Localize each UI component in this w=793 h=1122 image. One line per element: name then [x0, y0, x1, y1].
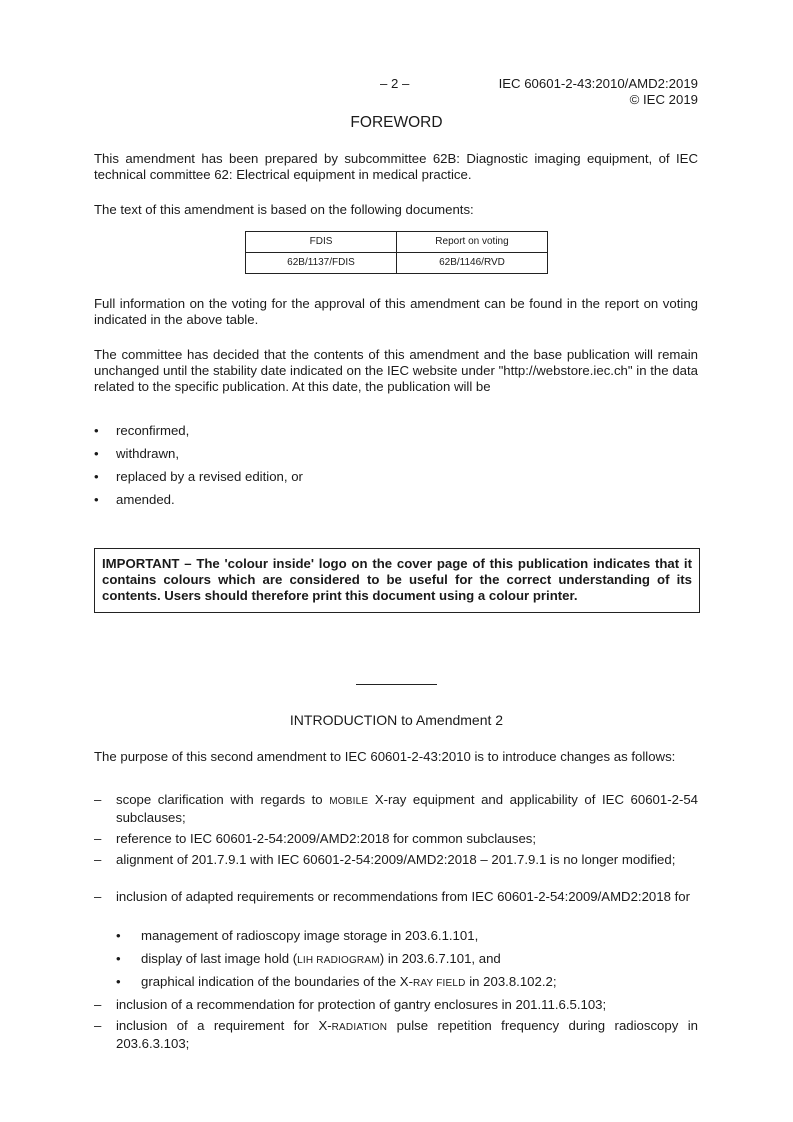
foreword-paragraph: This amendment has been prepared by subcommittee 62B: Diagnostic imaging equipment, of IEC technical committee 62: Electrical equipment in medical practice.: [94, 151, 698, 182]
list-item: – inclusion of a requirement for X-RADIATION pulse repetition frequency during radioscopy in 203.6.3.103;: [94, 1018, 698, 1051]
copyright: © IEC 2019: [629, 92, 698, 107]
list-item: – scope clarification with regards to MOBILE X-ray equipment and applicability of IEC 60601-2-54 subclauses;: [94, 792, 699, 825]
bullet-icon: •: [94, 492, 99, 507]
important-notice: IMPORTANT – The 'colour inside' logo on the cover page of this publication indicates that it contains colours which are considered to be useful for the correct understanding of its contents. Users should therefore print this document using a colour printer.: [94, 548, 700, 613]
dash-icon: –: [94, 889, 102, 904]
list-item: – inclusion of adapted requirements or recommendations from IEC 60601-2-54:2009/AMD2:2018 for: [94, 889, 690, 904]
list-item: • reconfirmed,: [94, 423, 190, 438]
list-item: • replaced by a revised edition, or: [94, 469, 303, 484]
dash-icon: –: [94, 997, 102, 1012]
sub-list-item: • graphical indication of the boundaries of the X-RAY FIELD in 203.8.102.2;: [116, 974, 557, 989]
foreword-paragraph: The text of this amendment is based on the following documents:: [94, 202, 474, 217]
list-item: – reference to IEC 60601-2-54:2009/AMD2:2018 for common subclauses;: [94, 831, 537, 846]
table-header-row: [246, 232, 548, 253]
table-header: FDIS: [246, 232, 397, 253]
bullet-icon: •: [94, 469, 99, 484]
sub-list-item: • management of radioscopy image storage in 203.6.1.101,: [116, 928, 479, 943]
table-cell: 62B/1146/RVD: [397, 253, 548, 274]
document-id: IEC 60601-2-43:2010/AMD2:2019: [498, 76, 698, 91]
bullet-icon: •: [94, 423, 99, 438]
table-row: [246, 253, 548, 274]
table-header: Report on voting: [397, 232, 548, 253]
table-cell: 62B/1137/FDIS: [246, 253, 397, 274]
page-number: – 2 –: [380, 76, 410, 91]
bullet-icon: •: [94, 446, 99, 461]
foreword-paragraph: Full information on the voting for the approval of this amendment can be found in the report on voting indicated in the above table.: [94, 296, 698, 327]
sub-list-item: • display of last image hold (LIH RADIOGRAM) in 203.6.7.101, and: [116, 951, 501, 966]
dash-icon: –: [94, 852, 102, 867]
section-divider: [356, 684, 437, 685]
list-item: • amended.: [94, 492, 175, 507]
bullet-icon: •: [116, 951, 121, 966]
introduction-title: INTRODUCTION to Amendment 2: [289, 712, 504, 728]
bullet-icon: •: [116, 928, 121, 943]
bullet-icon: •: [116, 974, 121, 989]
foreword-paragraph: The committee has decided that the contents of this amendment and the base publication will remain unchanged until the stability date indicated on the IEC website under "http://webstore.iec.ch" in the data related to the specific publication. At this date, the publication will be: [94, 347, 698, 394]
dash-icon: –: [94, 1018, 102, 1033]
list-item: – inclusion of a recommendation for protection of gantry enclosures in 201.11.6.5.103;: [94, 997, 607, 1012]
dash-icon: –: [94, 831, 102, 846]
foreword-title: FOREWORD: [350, 114, 443, 131]
list-item: • withdrawn,: [94, 446, 180, 461]
dash-icon: –: [94, 792, 102, 807]
list-item: – alignment of 201.7.9.1 with IEC 60601-2-54:2009/AMD2:2018 – 201.7.9.1 is no longer modified;: [94, 852, 676, 867]
voting-documents-table: [245, 231, 548, 274]
introduction-paragraph: The purpose of this second amendment to IEC 60601-2-43:2010 is to introduce changes as follows:: [94, 749, 676, 764]
